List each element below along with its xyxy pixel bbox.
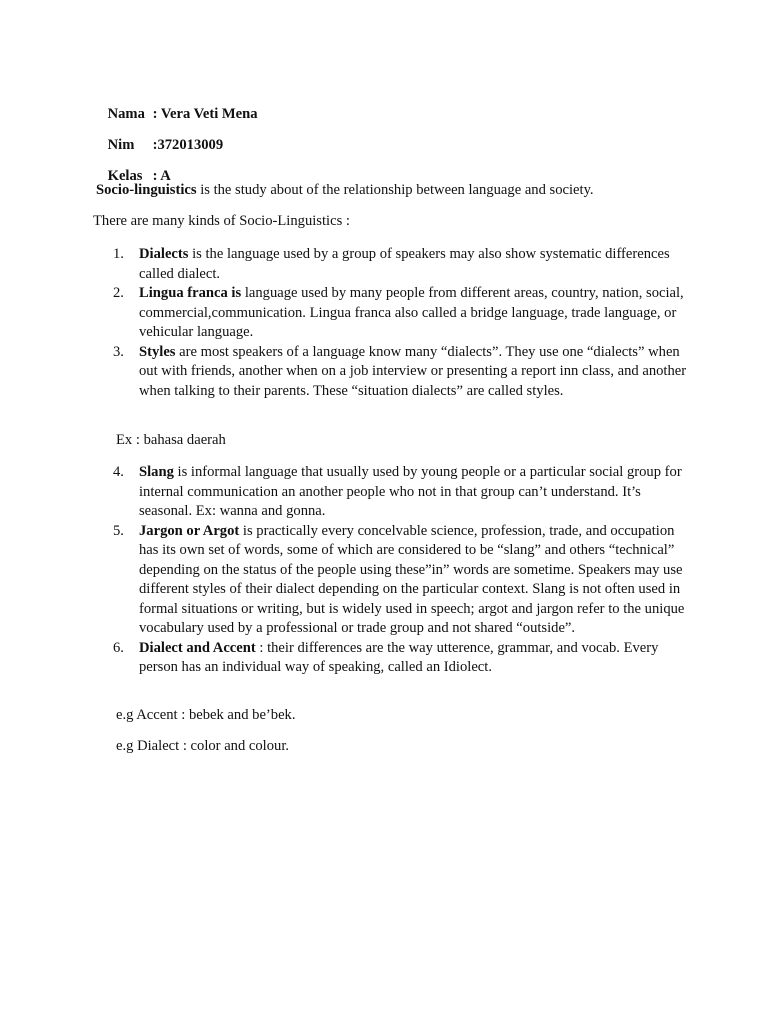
example-accent: e.g Accent : bebek and be’bek. — [116, 707, 296, 723]
list-item-term: Lingua franca is — [139, 285, 242, 301]
list-item-number: 1. — [113, 246, 124, 262]
list-item-number: 4. — [113, 464, 124, 480]
kinds-heading: There are many kinds of Socio-Linguistics : — [93, 213, 350, 229]
intro-text: is the study about of the relationship between language and society. — [196, 182, 594, 198]
list-item-text: : their differences are the way utterence, grammar, and vocab. Every person has an individual way of speaking, called an Idiolect. — [139, 639, 659, 675]
list-item-number: 5. — [113, 522, 124, 539]
list-item — [113, 463, 688, 522]
list-item — [113, 343, 688, 402]
intro-term: Socio-linguistics — [96, 182, 197, 198]
name-label: Nama — [107, 106, 145, 122]
list-item-text: are most speakers of a language know many “dialects”. They use one “dialects” when out with friends, another when on a job interview or presenting a report inn class, and another when talking to their parents. These “situation dialects” are called styles. — [139, 343, 687, 399]
list-item-number: 3. — [113, 343, 124, 360]
list-item — [113, 284, 688, 343]
list-item-text: is practically every concelvable science, profession, trade, and occupation has its own set of words, some of which are considered to be “slang” and others “technical” depending on the status of the people using these”in” words are sometime. Speakers may use different styles of their dialect depending on the particular context. Slang is not often used in formal situations or writing, but is widely used in speech; argot and jargon refer to the unique vocabulary used by a professional or trade group and not shared “outside”. — [139, 522, 685, 636]
list-item-number: 6. — [113, 639, 124, 656]
list-item-number: 2. — [113, 285, 124, 301]
list-item-term: Slang — [139, 464, 174, 480]
list-item-term: Styles — [139, 343, 176, 360]
nim-value: :372013009 — [152, 137, 224, 153]
kelas-value: : A — [152, 168, 171, 184]
list-item-term: Jargon or Argot — [139, 522, 240, 539]
kelas-label: Kelas — [107, 168, 143, 184]
nim-label: Nim — [107, 137, 135, 153]
list-item — [113, 522, 688, 639]
list-item-text: is informal language that usually used by young people or a particular social group for internal communication an another people who not in that group can’t understand. It’s seasonal. Ex: wanna and gonna. — [139, 464, 682, 519]
kinds-list-part-1 — [113, 245, 688, 401]
example-dialect: e.g Dialect : color and colour. — [116, 738, 290, 754]
list-item-term: Dialect and Accent — [139, 639, 256, 656]
list-item — [113, 245, 688, 284]
list-item-text: language used by many people from different areas, country, nation, social, commercial,communication. Lingua franca also called a bridge language, trade language, or vehicular language. — [139, 285, 684, 340]
kinds-list-part-2 — [113, 463, 688, 678]
name-value: : Vera Veti Mena — [152, 106, 258, 122]
list-item-term: Dialects — [139, 246, 189, 262]
list-item — [113, 639, 688, 678]
intro-paragraph — [96, 182, 696, 199]
list-item-text: is the language used by a group of speakers may also show systematic differences called dialect. — [139, 246, 670, 282]
example-bahasa-daerah: Ex : bahasa daerah — [116, 432, 226, 448]
